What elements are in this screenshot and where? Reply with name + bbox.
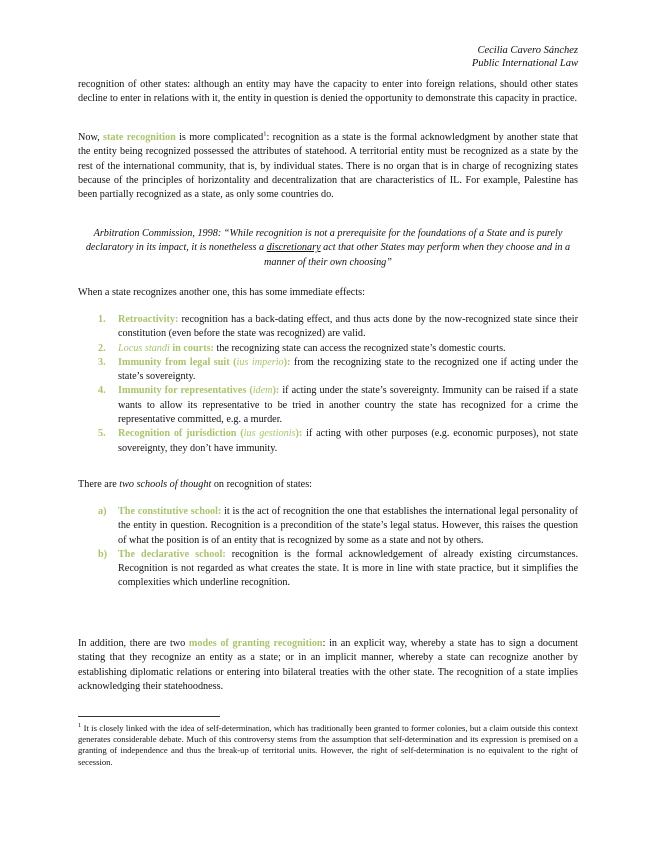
- header-subject: Public International Law: [471, 58, 578, 69]
- quote-underlined: discretionary: [266, 242, 321, 254]
- list-item: a) The constitutive school: it is the act of recognition the one that establishes the international legal personality of the entity in question. Recognition is a precondition of the state’s legal status. However, this raises the question of what the position is of an entity that is recognized by some as a state and not by others.: [98, 506, 578, 546]
- paragraph-5: In addition, there are two modes of granting recognition: in an explicit way, whereby a state has to sign a document stating that they recognize an entity as a state; or in an implicit manner, whereby a state can recognize another by establishing diplomatic relations or entering into bilateral treaties with the other state. The recognition of a state implies acknowledging their statehoodness.: [78, 638, 579, 692]
- paragraph-2: Now, state recognition is more complicated$^1$: recognition as a state is the formal acknowledgment by another state that the entity being recognized possessed the attributes of statehood. A territorial entity must be recognized as a state by the rest of the international community, that is, by individual states. There is no organ that is in charge of recognizing states because of the principles of horizontality and decentralization that are characteristics of IL. For example, Palestine has been partially recognized as a state, as only some countries do.: [78, 130, 579, 201]
- list-item: b) The declarative school: recognition is the formal acknowledgement of already existing circumstances. Recognition is not regarded as what creates the state. It is more in line with state practice, but it simplifies the complexities which underline recognition.: [98, 548, 579, 589]
- header-author: Cecilia Cavero Sánchez: [477, 45, 578, 56]
- schools-list: [78, 505, 578, 591]
- paragraph-intro: [78, 78, 578, 107]
- schools-list-wrap: [78, 505, 578, 591]
- quote-block: [78, 227, 578, 270]
- footnote-text: It is closely linked with the idea of self-determination, which has traditionally been granted to former colonies, but a claim outside this context generates considerable debate. Much of this controversy stems from the assumption that self-determination and its expression is premised on a granting of independence and thus the break-up of territorial units. However, the right of self-determination is no equivalent to the right of secession.: [78, 723, 578, 767]
- footnote-divider: [78, 716, 220, 717]
- paragraph-1: recognition of other states: although an entity may have the capacity to enter into foreign relations, should other states decline to enter in relations with it, the entity in question is denied the opportunity to demonstrate this capacity in practice.: [78, 79, 578, 105]
- list-item: 1. Retroactivity: recognition has a back-dating effect, and thus acts done by the now-recognized state since their constitution (even before the state was recognized) are valid.: [98, 314, 578, 340]
- page-header: [472, 44, 578, 70]
- term-modes-of-recognition: modes of granting recognition: [188, 638, 323, 649]
- effects-list-wrap: [78, 313, 578, 456]
- list-item: 2. Locus standi in courts: the recognizing state can access the recognized state’s domestic courts.: [98, 342, 506, 354]
- paragraph-modes: [78, 637, 578, 694]
- footnote-mark: 1: [78, 722, 82, 730]
- paragraph-4: There are two schools of thought on recognition of states:: [78, 479, 313, 490]
- list-item: 3. Immunity from legal suit (ius imperio): from the recognizing state to the recognized one if acting under the state’s sovereignty.: [98, 356, 578, 383]
- arbitration-quote: Arbitration Commission, 1998: “While recognition is not a prerequisite for the foundations of a State and is purely declaratory in its impact, it is nonetheless a discretionary act that other States may perform when they choose and in a manner of their own choosing”: [85, 228, 571, 268]
- term-state-recognition: state recognition: [103, 132, 176, 143]
- list-item: 5. Recognition of jurisdiction (ius gestionis): if acting with other purposes (e.g. economic purposes), not state sovereignty, they don’t have immunity.: [98, 428, 578, 454]
- paragraph-effects-intro: [78, 286, 578, 300]
- footnote-ref[interactable]: 1: [263, 130, 267, 138]
- list-item: 4. Immunity for representatives (idem): if acting under the state’s sovereignty. Immunity can be raised if a state wants to allow its representative to be tried in another country the state has recognized for a crime the representative committed, e.g. a murder.: [98, 385, 578, 426]
- effects-list: [78, 313, 578, 456]
- paragraph-state-recognition: [78, 131, 578, 202]
- paragraph-schools-intro: [78, 478, 578, 492]
- footnote: [78, 723, 578, 768]
- paragraph-3: When a state recognizes another one, this has some immediate effects:: [78, 287, 365, 298]
